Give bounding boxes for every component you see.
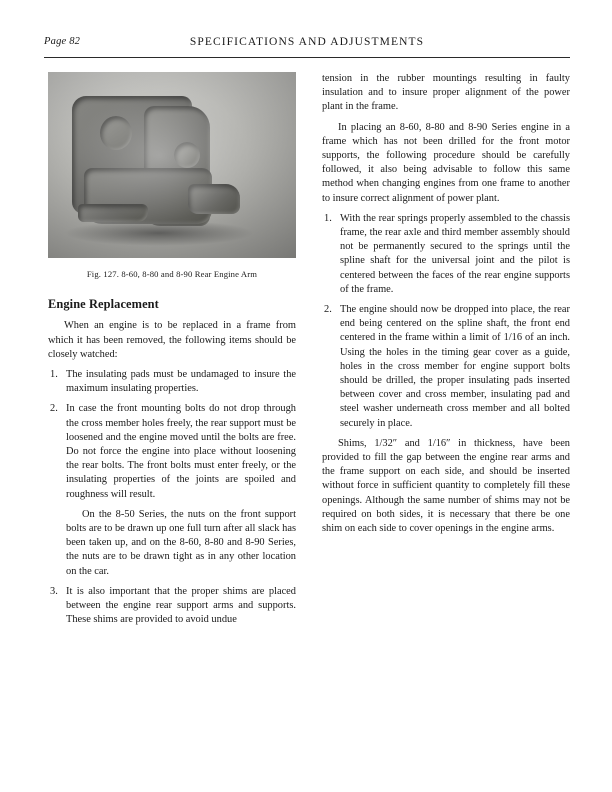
list-item bbox=[322, 212, 570, 297]
list-item-number: 1. bbox=[324, 212, 332, 224]
list-item bbox=[322, 303, 570, 431]
list-item-text: In case the front mounting bolts do not drop through the cross member holes freely, the rear support must be loosened and the engine moved until the bolts are free. Do not force the engine into place without loosening the rear bolts. The front bolts must enter freely, or the insulating properties of the joints are spoiled and roughness will result. bbox=[66, 403, 296, 500]
rear-engine-arm-photograph bbox=[48, 72, 296, 258]
right-numbered-list bbox=[322, 212, 570, 431]
page-header bbox=[44, 36, 570, 54]
shims-paragraph: Shims, 1/32″ and 1/16″ in thickness, have been provided to fill the gap between the engine rear arms and the frame support on each side, and should be inserted without force in sufficient quantity to completely fill these openings. Although the same number of shims may not be required on both sides, it is necessary that there be one shim on each side to cover openings in the engine arms. bbox=[322, 437, 570, 535]
list-item-number: 2. bbox=[50, 403, 58, 415]
list-item bbox=[48, 585, 296, 628]
page-title: Engine Replacement bbox=[48, 297, 159, 312]
figure-vignette bbox=[48, 72, 296, 258]
page-folio: Page 82 bbox=[44, 36, 81, 47]
right-column bbox=[322, 72, 570, 542]
running-head: SPECIFICATIONS AND ADJUSTMENTS bbox=[189, 36, 425, 48]
intro-paragraph: When an engine is to be replaced in a frame from which it has been removed, the following items should be closely watched: bbox=[48, 320, 296, 360]
list-item-text: With the rear springs properly assembled to the chassis frame, the rear axle and third member assembly should not be permanently secured to the springs until the spline shaft for the universal joint and the pilot is centered between the faces of the rear engine supports of the frame. bbox=[340, 212, 570, 295]
list-item bbox=[48, 402, 296, 578]
figure-caption: Fig. 127. 8-60, 8-80 and 8-90 Rear Engine Arm bbox=[86, 269, 258, 279]
list-item-number: 3. bbox=[50, 585, 58, 597]
left-numbered-list bbox=[48, 368, 296, 627]
list-item-number: 2. bbox=[324, 304, 332, 316]
list-item-text: The engine should now be dropped into place, the rear end being centered on the spline shaft, the front end centered in the frame within a limit of 1/16 of an inch. Using the holes in the timing gear cover as a guide, holes in the cross member for engine support bolts should be drilled, the proper insulating pads inserted between cover and cross member, insulating pad and steel washer underneath cross member and all bolted securely in place. bbox=[340, 304, 570, 429]
list-item-continuation: On the 8-50 Series, the nuts on the front support bolts are to be drawn up one full turn after all slack has been taken up, and on the 8-60, 8-80 and 8-90 Series, the nuts are to be drawn tight as in any other location on the car. bbox=[66, 508, 296, 577]
list-item-text: It is also important that the proper shims are placed between the engine rear support arms and supports. These shims are provided to avoid undue bbox=[66, 585, 296, 626]
list-item-number: 1. bbox=[50, 369, 58, 381]
list-item bbox=[48, 368, 296, 396]
list-item-text: The insulating pads must be undamaged to insure the maximum insulating properties. bbox=[66, 369, 296, 395]
continued-paragraph: tension in the rubber mountings resulting in faulty insulation and to insure proper alignment of the power plant in the frame. bbox=[322, 73, 570, 113]
procedure-intro-paragraph: In placing an 8-60, 8-80 and 8-90 Series engine in a frame which has not been drilled for the front motor supports, the following procedure should be carefully followed, it also being advisable to follow this same method when changing engines from one frame to another to insure correct alignment of power plant. bbox=[322, 121, 570, 204]
header-rule bbox=[44, 57, 570, 58]
left-column bbox=[48, 72, 296, 633]
